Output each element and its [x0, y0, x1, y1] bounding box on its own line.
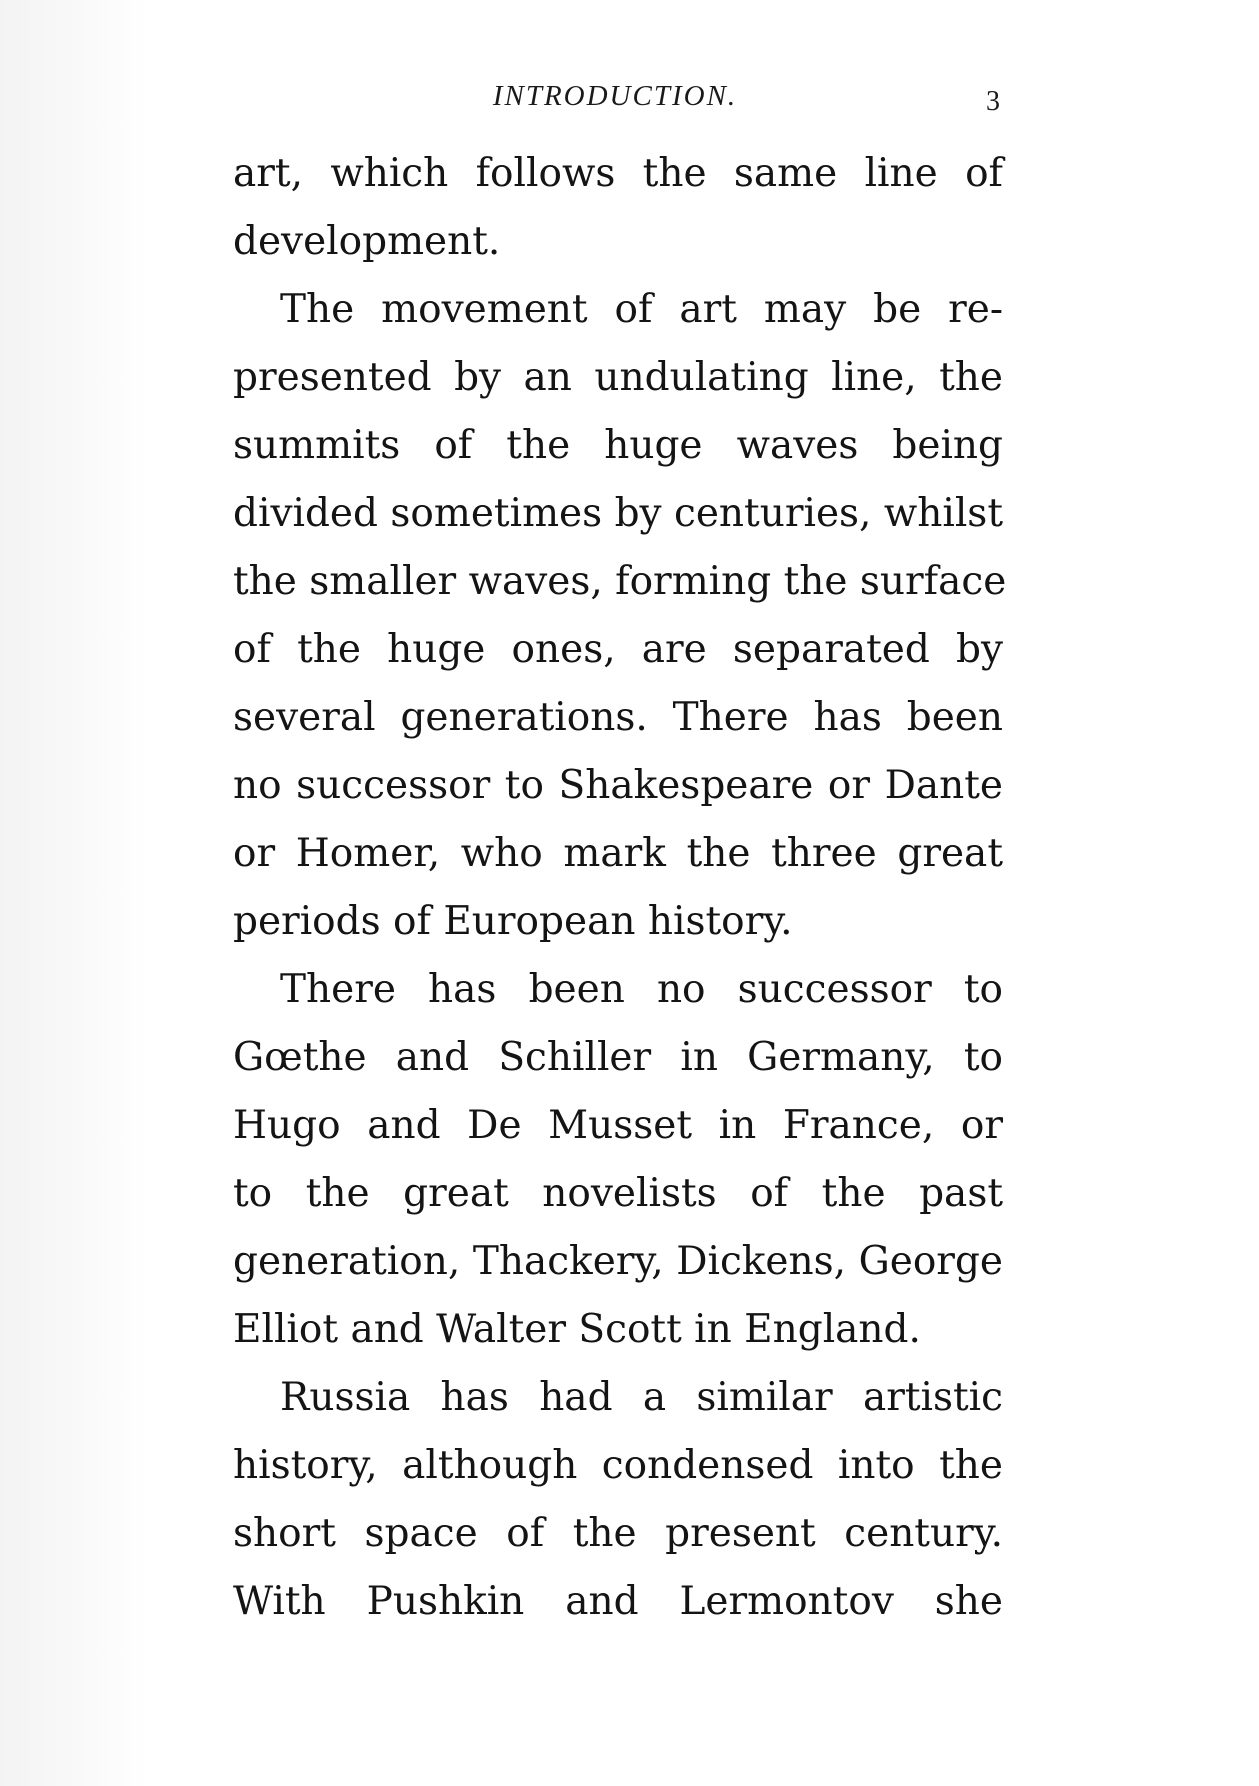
text-line: The movement of art may be re-: [280, 287, 1003, 332]
text-line: the smaller waves, forming the surface: [233, 559, 1007, 604]
text-line: presented by an undulating line, the: [233, 355, 1003, 400]
text-line: or Homer, who mark the three great: [233, 831, 1003, 876]
text-line: Russia has had a similar artistic: [280, 1375, 1003, 1420]
text-line: generation, Thackery, Dickens, George: [233, 1239, 1003, 1284]
text-line: With Pushkin and Lermontov she: [233, 1579, 1003, 1624]
text-line: summits of the huge waves being: [233, 423, 1003, 468]
text-line: no successor to Shakespeare or Dante: [233, 763, 1003, 808]
text-line: There has been no successor to: [280, 967, 1003, 1012]
text-line: Elliot and Walter Scott in England.: [233, 1307, 921, 1352]
running-head: [230, 80, 1000, 120]
text-line: short space of the present century.: [233, 1511, 1003, 1556]
page-number: 3: [986, 86, 1000, 117]
text-line: Hugo and De Musset in France, or: [233, 1103, 1003, 1148]
text-line: periods of European history.: [233, 899, 793, 944]
scan-shadow: [0, 0, 150, 1786]
text-line: art, which follows the same line of: [233, 151, 1003, 196]
text-line: development.: [233, 219, 501, 264]
text-line: of the huge ones, are separated by: [233, 627, 1003, 672]
text-line: divided sometimes by centuries, whilst: [233, 491, 1003, 536]
text-line: several generations. There has been: [233, 695, 1003, 740]
body-text: [233, 140, 1007, 1636]
running-title: INTRODUCTION.: [492, 80, 738, 112]
text-line: Gœthe and Schiller in Germany, to: [233, 1035, 1003, 1080]
text-line: history, although condensed into the: [233, 1443, 1003, 1488]
text-line: to the great novelists of the past: [233, 1171, 1003, 1216]
